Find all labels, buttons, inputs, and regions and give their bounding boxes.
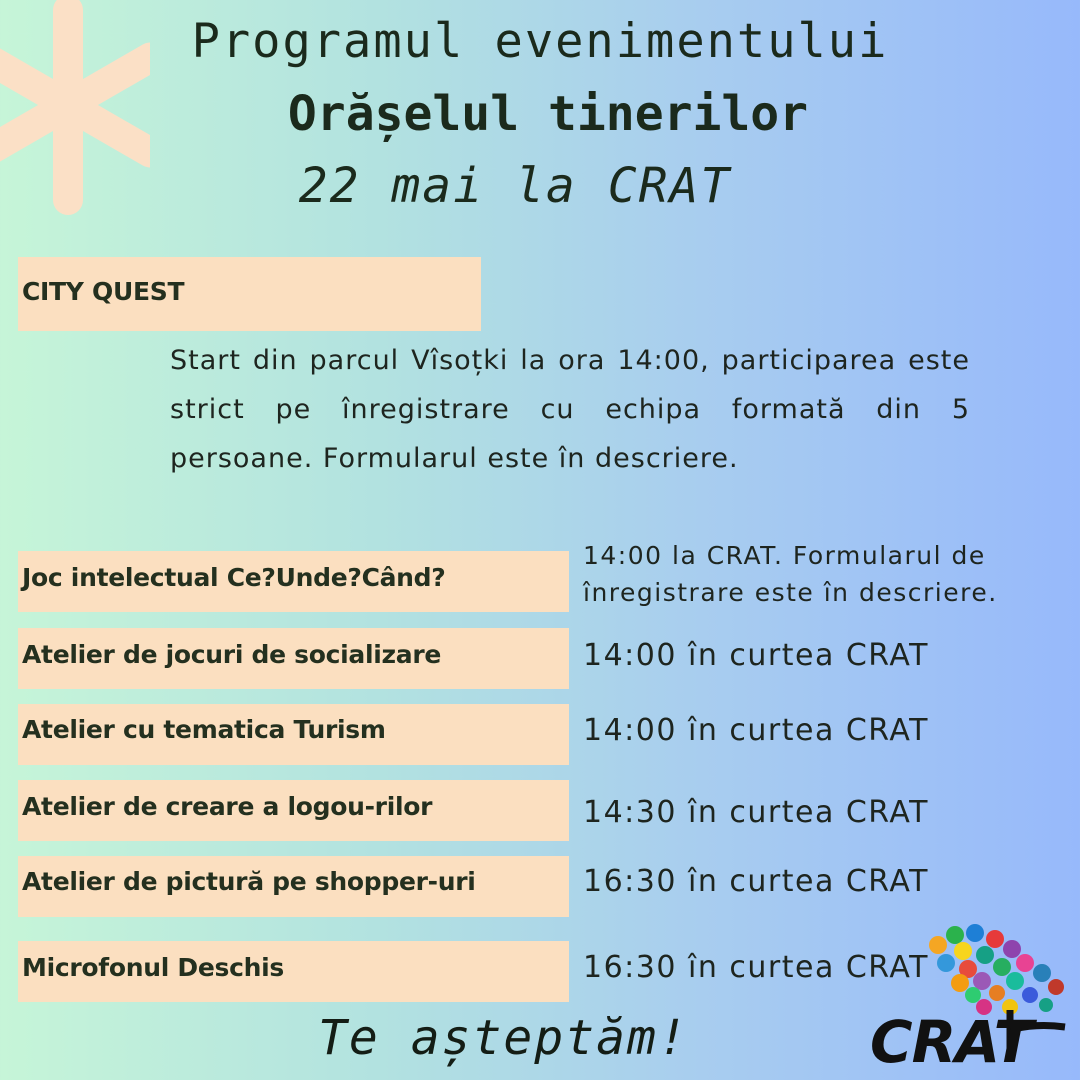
city-quest-label: CITY QUEST bbox=[22, 277, 185, 306]
event-name: Orășelul tinerilor bbox=[287, 86, 809, 142]
event-time: 14:30 în curtea CRAT bbox=[583, 795, 929, 830]
event-bar bbox=[18, 628, 569, 689]
event-time: 14:00 la CRAT. Formularul de înregistrare este în descriere. bbox=[583, 541, 998, 607]
event-time: 14:00 în curtea CRAT bbox=[583, 713, 929, 748]
event-bar bbox=[18, 856, 569, 917]
event-name-label: Atelier de pictură pe shopper-uri bbox=[22, 867, 476, 896]
crat-logo-text: CRAT bbox=[870, 1008, 1033, 1076]
event-time: 14:00 în curtea CRAT bbox=[583, 638, 929, 673]
event-name-label: Microfonul Deschis bbox=[22, 953, 284, 982]
event-bar bbox=[18, 780, 569, 841]
event-time: 16:30 în curtea CRAT bbox=[583, 864, 929, 899]
header-title: Programul evenimentului bbox=[191, 14, 889, 69]
event-time: 16:30 în curtea CRAT bbox=[583, 950, 929, 985]
event-bar bbox=[18, 551, 569, 612]
event-name-label: Atelier cu tematica Turism bbox=[22, 715, 386, 744]
event-bar bbox=[18, 941, 569, 1002]
event-name-label: Joc intelectual Ce?Unde?Când? bbox=[22, 563, 446, 592]
city-quest-description: Start din parcul Vîsoțki la ora 14:00, participarea este strict pe înregistrare cu echipa formată din 5 persoane. Formularul este în descriere. bbox=[170, 345, 970, 474]
event-date: 22 mai la CRAT bbox=[298, 158, 732, 214]
city-quest-bar bbox=[18, 257, 481, 331]
event-bar bbox=[18, 704, 569, 765]
event-name-label: Atelier de creare a logou-rilor bbox=[22, 792, 433, 821]
event-name-label: Atelier de jocuri de socializare bbox=[22, 640, 442, 669]
footer-invitation: Te așteptăm! bbox=[318, 1010, 689, 1066]
